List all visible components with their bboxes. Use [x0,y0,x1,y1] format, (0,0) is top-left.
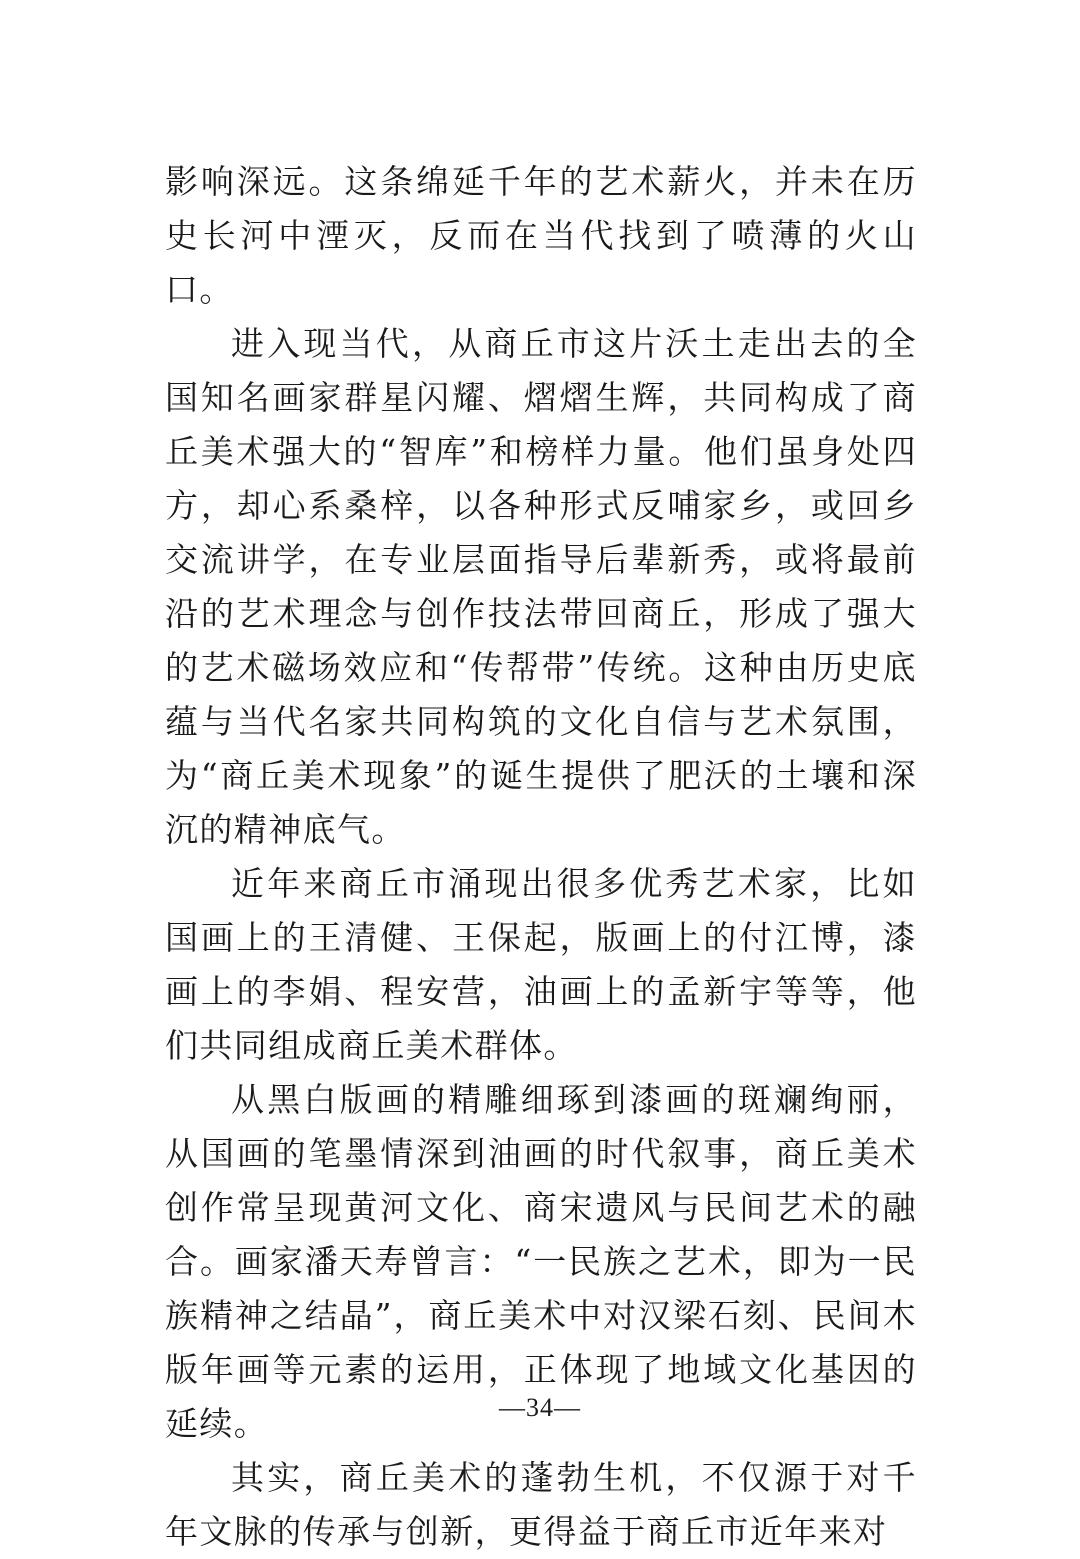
paragraph-3: 近年来商丘市涌现出很多优秀艺术家，比如国画上的王清健、王保起，版画上的付江博，漆画上的李娟、程安营，油画上的孟新宇等等，他们共同组成商丘美术群体。 [165,864,917,1065]
paragraph-4: 从黑白版画的精雕细琢到漆画的斑斓绚丽，从国画的笔墨情深到油画的时代叙事，商丘美术创作常呈现黄河文化、商宋遗风与民间艺术的融合。画家潘天寿曾言：“一民族之艺术，即为一民族精神之结晶”，商丘美术中对汉梁石刻、民间木版年画等元素的运用，正体现了地域文化基因的延续。 [165,1080,917,1443]
paragraph-1: 影响深远。这条绵延千年的艺术薪火，并未在历史长河中湮灭，反而在当代找到了喷薄的火山口。 [165,162,917,309]
paragraph-5: 其实，商丘美术的蓬勃生机，不仅源于对千年文脉的传承与创新，更得益于商丘市近年来对 [165,1458,917,1551]
body-text [165,155,917,1559]
page-number: —34— [499,1393,581,1422]
paragraph-2: 进入现当代，从商丘市这片沃土走出去的全国知名画家群星闪耀、熠熠生辉，共同构成了商丘美术强大的“智库”和榜样力量。他们虽身处四方，却心系桑梓，以各种形式反哺家乡，或回乡交流讲学，在专业层面指导后辈新秀，或将最前沿的艺术理念与创作技法带回商丘，形成了强大的艺术磁场效应和“传帮带”传统。这种由历史底蕴与当代名家共同构筑的文化自信与艺术氛围，为“商丘美术现象”的诞生提供了肥沃的土壤和深沉的精神底气。 [165,324,917,849]
